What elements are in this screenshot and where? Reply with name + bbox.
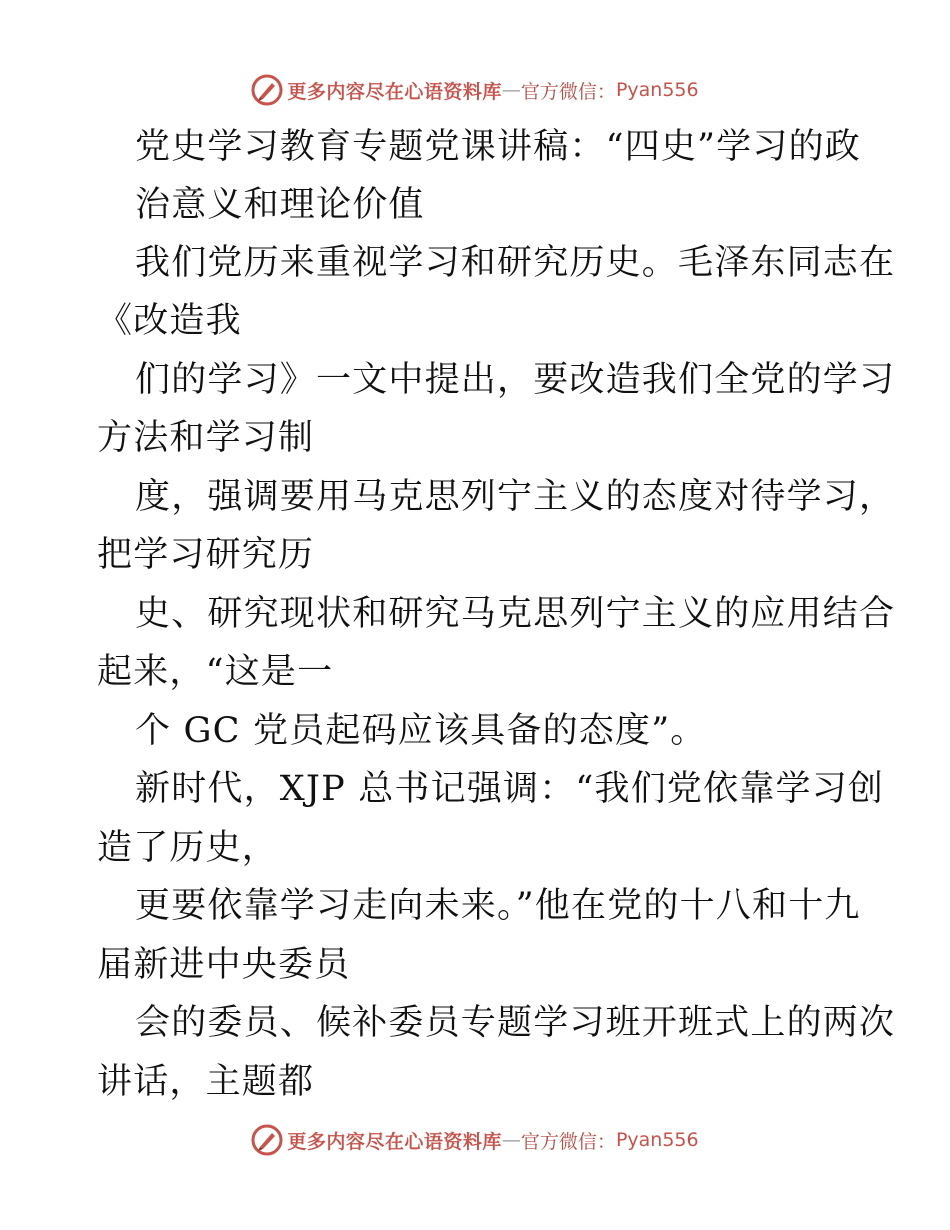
header-banner (0, 70, 950, 110)
banner-site-name: 更多内容尽在心语资料库 (287, 1130, 502, 1153)
text-line: 个 GC 党员起码应该具备的态度”。 (135, 711, 707, 751)
text-line: 把学习研究历 (97, 535, 315, 575)
banner-wechat-label: 官方微信： (520, 1130, 616, 1153)
article-title-line-2: 治意义和理论价值 (135, 185, 425, 225)
text-line: 届新进中央委员 (97, 945, 351, 985)
text-line: 《改造我 (97, 301, 242, 341)
banner-site-name: 更多内容尽在心语资料库 (287, 80, 502, 103)
banner-wechat-label: 官方微信： (520, 80, 616, 103)
pen-logo-icon (251, 74, 283, 106)
banner-dash: — (501, 1129, 521, 1151)
text-line: 度，强调要用马克思列宁主义的态度对待学习， (135, 477, 896, 517)
banner-dash: — (501, 79, 521, 101)
text-line: 们的学习》一文中提出，要改造我们全党的学习 (135, 360, 896, 400)
text-line: 讲话，主题都 (97, 1062, 315, 1102)
banner-wechat-id: Pyan556 (615, 79, 699, 101)
text-line: 更要依靠学习走向未来。”他在党的十八和十九 (135, 886, 861, 926)
text-line: 新时代，XJP 总书记强调：“我们党依靠学习创 (135, 769, 885, 809)
footer-banner (0, 1120, 950, 1160)
text-line: 我们党历来重视学习和研究历史。毛泽东同志在 (135, 243, 896, 283)
pen-logo-icon (251, 1124, 283, 1156)
text-line: 起来，“这是一 (97, 652, 334, 692)
text-line: 会的委员、候补委员专题学习班开班式上的两次 (135, 1003, 896, 1043)
text-line: 造了历史， (97, 828, 279, 868)
text-line: 方法和学习制 (97, 418, 315, 458)
article-title-line-1: 党史学习教育专题党课讲稿：“四史”学习的政 (135, 127, 861, 167)
text-line: 史、研究现状和研究马克思列宁主义的应用结合 (135, 594, 896, 634)
banner-wechat-id: Pyan556 (615, 1129, 699, 1151)
